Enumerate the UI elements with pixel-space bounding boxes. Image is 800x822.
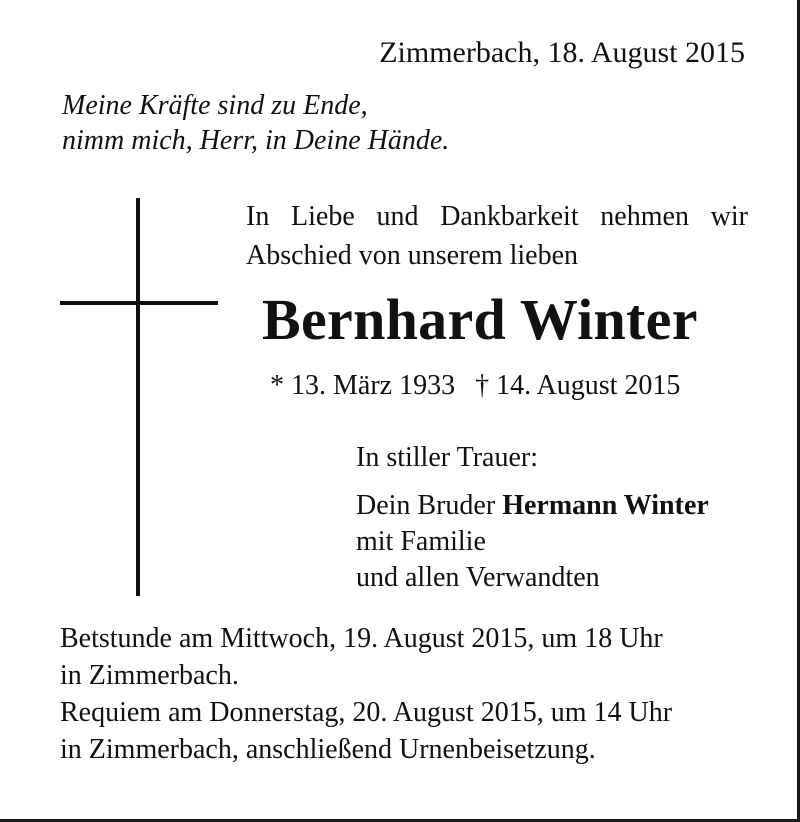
- birth-date: * 13. März 1933: [270, 370, 456, 401]
- mourner-line-2: mit Familie: [356, 526, 486, 557]
- life-dates: [270, 370, 680, 402]
- cross-vertical-bar: [136, 198, 140, 596]
- mourners-block: [356, 440, 709, 596]
- service-line-3: Requiem am Donnerstag, 20. August 2015, um 14 Uhr: [60, 697, 673, 728]
- mourner-line-3: und allen Verwandten: [356, 562, 600, 593]
- intro-line-1: In Liebe und Dankbarkeit nehmen wir: [246, 201, 748, 232]
- service-line-4: in Zimmerbach, anschließend Urnenbeisetzung.: [60, 734, 596, 765]
- death-date: † 14. August 2015: [475, 370, 681, 401]
- service-details: [60, 620, 672, 768]
- intro-line-2: Abschied von unserem lieben: [246, 240, 579, 271]
- mourner-name: Hermann Winter: [502, 490, 709, 521]
- verse-line-1: Meine Kräfte sind zu Ende,: [62, 90, 368, 121]
- place-and-date: Zimmerbach, 18. August 2015: [379, 36, 745, 69]
- verse-line-2: nimm mich, Herr, in Deine Hände.: [62, 125, 450, 156]
- bible-verse: [62, 88, 449, 158]
- mourner-line-1: [356, 488, 709, 524]
- mourners-label: In stiller Trauer:: [356, 442, 538, 473]
- service-line-1: Betstunde am Mittwoch, 19. August 2015, um 18 Uhr: [60, 623, 663, 654]
- service-line-2: in Zimmerbach.: [60, 660, 239, 691]
- mourner-relation: Dein Bruder: [356, 490, 496, 521]
- deceased-name: Bernhard Winter: [262, 287, 698, 352]
- cross-horizontal-bar: [60, 301, 218, 305]
- intro-text: [246, 197, 748, 275]
